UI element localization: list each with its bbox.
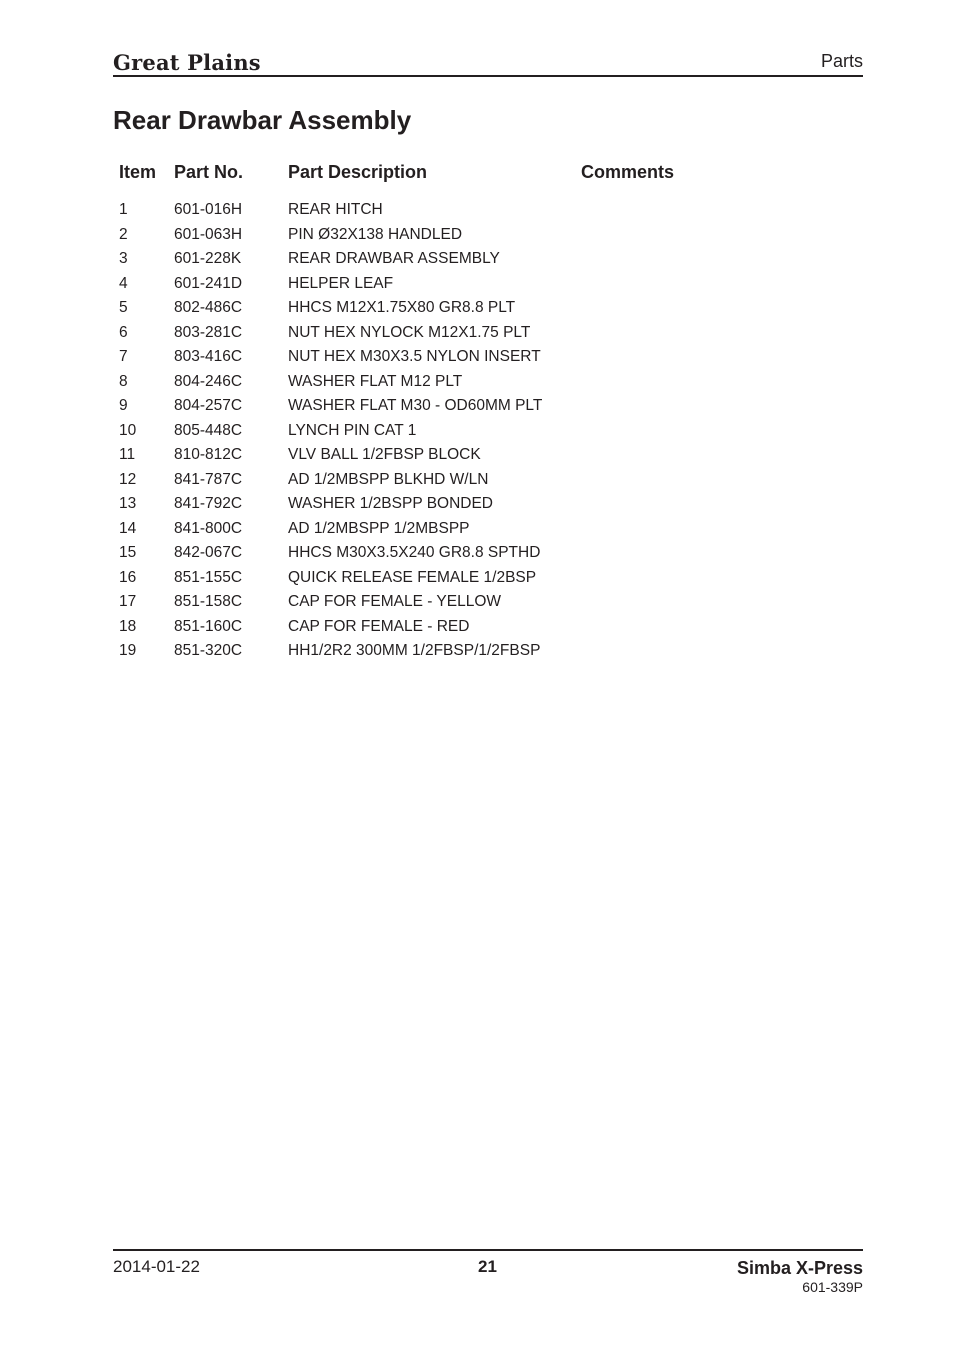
row-item-number: 1	[119, 201, 128, 218]
page-title: Rear Drawbar Assembly	[113, 105, 412, 135]
row-part-number: 805-448C	[174, 421, 243, 439]
row-description: HHCS M12X1.75X80 GR8.8 PLT	[288, 299, 516, 316]
row-part-number: 841-800C	[174, 519, 243, 537]
row-part-number: 851-320C	[174, 642, 243, 659]
table-row	[0, 495, 954, 520]
row-item-number: 3	[119, 250, 128, 267]
row-part-number: 804-246C	[174, 372, 243, 390]
row-description: HELPER LEAF	[288, 274, 394, 292]
row-description: AD 1/2MBSPP 1/2MBSPP	[288, 519, 470, 537]
row-item-number: 16	[119, 568, 137, 586]
row-description: CAP FOR FEMALE - RED	[288, 617, 470, 635]
row-description: REAR HITCH	[288, 201, 383, 218]
page-number: 21	[478, 1257, 497, 1276]
row-description: NUT HEX NYLOCK M12X1.75 PLT	[288, 323, 531, 341]
row-item-number: 11	[119, 446, 136, 463]
row-item-number: 17	[119, 593, 137, 610]
footer-doc-number: 601-339P	[802, 1279, 863, 1295]
row-item-number: 7	[119, 348, 128, 365]
table-row	[0, 618, 954, 643]
table-row	[0, 275, 954, 300]
column-header-part-no: Part No.	[174, 162, 244, 182]
row-part-number: 803-281C	[174, 323, 243, 341]
table-row	[0, 642, 954, 667]
row-part-number: 803-416C	[174, 348, 243, 365]
row-description: REAR DRAWBAR ASSEMBLY	[288, 250, 500, 267]
row-part-number: 851-160C	[174, 617, 243, 635]
row-item-number: 10	[119, 421, 137, 439]
row-description: WASHER 1/2BSPP BONDED	[288, 495, 494, 512]
table-row	[0, 397, 954, 422]
row-description: HH1/2R2 300MM 1/2FBSP/1/2FBSP	[288, 642, 541, 659]
row-description: LYNCH PIN CAT 1	[288, 421, 417, 439]
table-row	[0, 471, 954, 496]
row-part-number: 841-792C	[174, 495, 243, 512]
row-item-number: 4	[119, 274, 128, 292]
row-description: WASHER FLAT M12 PLT	[288, 372, 463, 390]
row-item-number: 9	[119, 397, 128, 414]
row-item-number: 14	[119, 519, 137, 537]
table-row	[0, 201, 954, 226]
row-part-number: 601-241D	[174, 274, 243, 292]
row-description: VLV BALL 1/2FBSP BLOCK	[288, 446, 481, 463]
row-part-number: 851-158C	[174, 593, 243, 610]
table-row	[0, 348, 954, 373]
page-footer	[113, 1249, 863, 1301]
column-header-description: Part Description	[288, 162, 428, 182]
column-header-item: Item	[119, 162, 157, 182]
row-description: CAP FOR FEMALE - YELLOW	[288, 593, 502, 610]
table-row	[0, 446, 954, 471]
row-part-number: 842-067C	[174, 544, 243, 561]
row-item-number: 2	[119, 225, 128, 243]
row-item-number: 19	[119, 642, 137, 659]
table-row	[0, 593, 954, 618]
row-part-number: 601-063H	[174, 225, 243, 243]
table-row	[0, 250, 954, 275]
row-part-number: 802-486C	[174, 299, 243, 316]
row-item-number: 8	[119, 372, 128, 390]
parts-table	[0, 201, 954, 667]
row-description: AD 1/2MBSPP BLKHD W/LN	[288, 470, 489, 488]
section-label: Parts	[820, 51, 863, 71]
row-part-number: 841-787C	[174, 470, 243, 488]
table-row	[0, 422, 954, 447]
brand-logo: Great Plains	[113, 50, 261, 75]
row-item-number: 6	[119, 323, 128, 341]
footer-date: 2014-01-22	[113, 1257, 200, 1276]
column-header-comments: Comments	[581, 162, 675, 182]
page-header	[113, 48, 863, 77]
table-row	[0, 373, 954, 398]
row-description: QUICK RELEASE FEMALE 1/2BSP	[288, 568, 537, 586]
row-item-number: 12	[119, 470, 137, 488]
footer-model: Simba X-Press	[736, 1258, 863, 1278]
row-description: WASHER FLAT M30 - OD60MM PLT	[288, 397, 543, 414]
row-part-number: 601-016H	[174, 201, 243, 218]
table-row	[0, 544, 954, 569]
table-row	[0, 520, 954, 545]
row-part-number: 601-228K	[174, 250, 242, 267]
table-row	[0, 299, 954, 324]
row-item-number: 15	[119, 544, 137, 561]
row-item-number: 13	[119, 495, 137, 512]
row-description: HHCS M30X3.5X240 GR8.8 SPTHD	[288, 544, 541, 561]
row-part-number: 851-155C	[174, 568, 243, 586]
row-description: NUT HEX M30X3.5 NYLON INSERT	[288, 348, 541, 365]
row-part-number: 804-257C	[174, 397, 243, 414]
row-part-number: 810-812C	[174, 446, 243, 463]
table-row	[0, 226, 954, 251]
row-description: PIN Ø32X138 HANDLED	[288, 225, 463, 243]
row-item-number: 5	[119, 299, 128, 316]
table-row	[0, 324, 954, 349]
table-row	[0, 569, 954, 594]
row-item-number: 18	[119, 617, 137, 635]
